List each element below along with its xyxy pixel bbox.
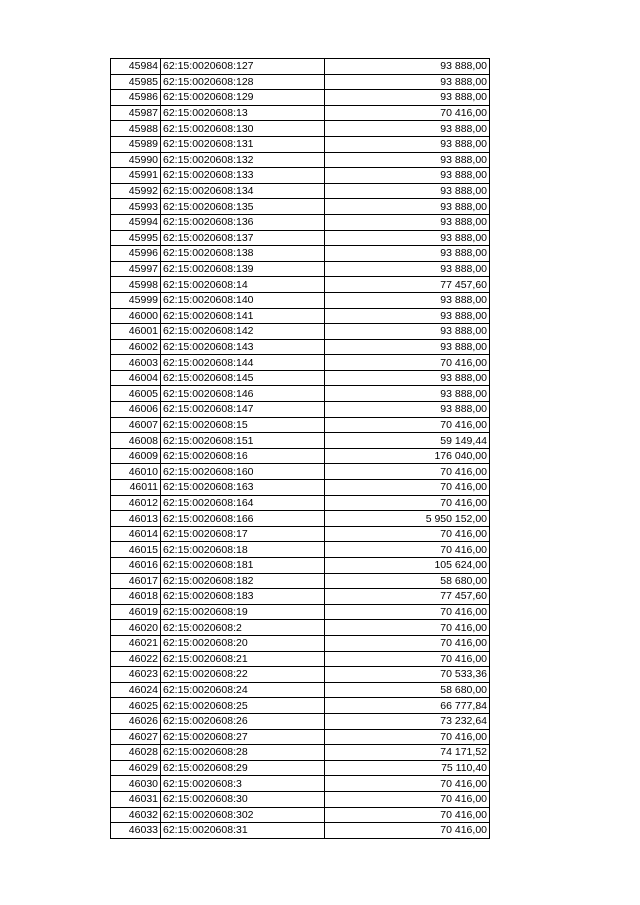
cadastral-number-cell: 62:15:0020608:2 [161,620,325,636]
table-row [111,776,490,792]
cadastral-value-cell: 93 888,00 [325,261,490,277]
cadastral-number-cell: 62:15:0020608:163 [161,480,325,496]
cadastral-number-cell: 62:15:0020608:15 [161,417,325,433]
cadastral-number-cell: 62:15:0020608:129 [161,90,325,106]
cadastral-value-cell: 70 416,00 [325,620,490,636]
cadastral-value-cell: 70 416,00 [325,464,490,480]
cadastral-value-cell: 70 533,36 [325,667,490,683]
row-number-cell: 46013 [111,511,161,527]
row-number-cell: 46002 [111,339,161,355]
cadastral-value-cell: 73 232,64 [325,713,490,729]
cadastral-value-cell: 70 416,00 [325,417,490,433]
row-number-cell: 46007 [111,417,161,433]
cadastral-number-cell: 62:15:0020608:144 [161,355,325,371]
row-number-cell: 46028 [111,745,161,761]
row-number-cell: 46019 [111,604,161,620]
table-row [111,433,490,449]
row-number-cell: 46000 [111,308,161,324]
cadastral-number-cell: 62:15:0020608:164 [161,495,325,511]
row-number-cell: 46003 [111,355,161,371]
cadastral-number-cell: 62:15:0020608:133 [161,168,325,184]
table-row [111,651,490,667]
cadastral-value-cell: 93 888,00 [325,308,490,324]
table-body [111,59,490,839]
cadastral-number-cell: 62:15:0020608:131 [161,136,325,152]
row-number-cell: 46022 [111,651,161,667]
cadastral-number-cell: 62:15:0020608:18 [161,542,325,558]
table-row [111,573,490,589]
cadastral-value-cell: 70 416,00 [325,776,490,792]
cadastral-value-cell: 75 110,40 [325,760,490,776]
row-number-cell: 45987 [111,105,161,121]
cadastral-number-cell: 62:15:0020608:140 [161,292,325,308]
cadastral-number-cell: 62:15:0020608:146 [161,386,325,402]
cadastral-value-cell: 93 888,00 [325,168,490,184]
cadastral-number-cell: 62:15:0020608:138 [161,246,325,262]
cadastral-value-cell: 93 888,00 [325,121,490,137]
row-number-cell: 46018 [111,589,161,605]
row-number-cell: 45986 [111,90,161,106]
table-row [111,823,490,839]
cadastral-value-cell: 93 888,00 [325,152,490,168]
cadastral-value-cell: 77 457,60 [325,277,490,293]
table-row [111,464,490,480]
row-number-cell: 46012 [111,495,161,511]
cadastral-value-cell: 93 888,00 [325,386,490,402]
row-number-cell: 46004 [111,370,161,386]
cadastral-number-cell: 62:15:0020608:136 [161,214,325,230]
cadastral-value-cell: 93 888,00 [325,324,490,340]
cadastral-number-cell: 62:15:0020608:26 [161,713,325,729]
cadastral-value-cell: 93 888,00 [325,183,490,199]
row-number-cell: 46031 [111,791,161,807]
table-row [111,386,490,402]
table-row [111,682,490,698]
table-row [111,402,490,418]
cadastral-value-cell: 93 888,00 [325,246,490,262]
cadastral-value-cell: 70 416,00 [325,651,490,667]
cadastral-value-cell: 70 416,00 [325,604,490,620]
cadastral-value-cell: 58 680,00 [325,682,490,698]
table-row [111,152,490,168]
cadastral-number-cell: 62:15:0020608:30 [161,791,325,807]
cadastral-value-cell: 70 416,00 [325,526,490,542]
table-row [111,791,490,807]
cadastral-value-cell: 70 416,00 [325,807,490,823]
cadastral-value-cell: 93 888,00 [325,214,490,230]
row-number-cell: 46005 [111,386,161,402]
cadastral-number-cell: 62:15:0020608:25 [161,698,325,714]
row-number-cell: 46010 [111,464,161,480]
cadastral-number-cell: 62:15:0020608:3 [161,776,325,792]
cadastral-number-cell: 62:15:0020608:14 [161,277,325,293]
cadastral-value-cell: 93 888,00 [325,402,490,418]
row-number-cell: 46025 [111,698,161,714]
cadastral-value-cell: 70 416,00 [325,729,490,745]
cadastral-number-cell: 62:15:0020608:183 [161,589,325,605]
cadastral-number-cell: 62:15:0020608:139 [161,261,325,277]
table-row [111,261,490,277]
table-row [111,495,490,511]
row-number-cell: 45993 [111,199,161,215]
table-row [111,214,490,230]
table-row [111,199,490,215]
cadastral-value-cell: 93 888,00 [325,292,490,308]
cadastral-number-cell: 62:15:0020608:182 [161,573,325,589]
row-number-cell: 45984 [111,59,161,75]
table-row [111,183,490,199]
table-row [111,277,490,293]
table-row [111,542,490,558]
cadastral-value-cell: 77 457,60 [325,589,490,605]
table-row [111,713,490,729]
cadastral-number-cell: 62:15:0020608:128 [161,74,325,90]
cadastral-number-cell: 62:15:0020608:24 [161,682,325,698]
table-row [111,729,490,745]
cadastral-number-cell: 62:15:0020608:19 [161,604,325,620]
cadastral-value-cell: 93 888,00 [325,90,490,106]
table-row [111,324,490,340]
row-number-cell: 46017 [111,573,161,589]
cadastral-value-cell: 70 416,00 [325,495,490,511]
table-row [111,136,490,152]
cadastral-value-table [110,58,490,839]
cadastral-value-cell: 66 777,84 [325,698,490,714]
row-number-cell: 45999 [111,292,161,308]
cadastral-number-cell: 62:15:0020608:28 [161,745,325,761]
cadastral-value-cell: 5 950 152,00 [325,511,490,527]
row-number-cell: 45996 [111,246,161,262]
cadastral-value-cell: 93 888,00 [325,339,490,355]
cadastral-number-cell: 62:15:0020608:151 [161,433,325,449]
table-row [111,511,490,527]
row-number-cell: 46030 [111,776,161,792]
table-row [111,667,490,683]
cadastral-value-cell: 70 416,00 [325,355,490,371]
row-number-cell: 46020 [111,620,161,636]
cadastral-value-cell: 176 040,00 [325,448,490,464]
cadastral-number-cell: 62:15:0020608:20 [161,635,325,651]
cadastral-value-cell: 93 888,00 [325,370,490,386]
cadastral-value-cell: 93 888,00 [325,136,490,152]
cadastral-value-cell: 105 624,00 [325,558,490,574]
cadastral-value-cell: 70 416,00 [325,542,490,558]
cadastral-number-cell: 62:15:0020608:142 [161,324,325,340]
cadastral-number-cell: 62:15:0020608:137 [161,230,325,246]
table-row [111,604,490,620]
row-number-cell: 46032 [111,807,161,823]
cadastral-number-cell: 62:15:0020608:31 [161,823,325,839]
cadastral-number-cell: 62:15:0020608:302 [161,807,325,823]
table-row [111,807,490,823]
table-row [111,168,490,184]
row-number-cell: 46029 [111,760,161,776]
row-number-cell: 46027 [111,729,161,745]
row-number-cell: 45994 [111,214,161,230]
cadastral-value-cell: 59 149,44 [325,433,490,449]
cadastral-value-cell: 70 416,00 [325,791,490,807]
cadastral-number-cell: 62:15:0020608:27 [161,729,325,745]
row-number-cell: 46016 [111,558,161,574]
cadastral-number-cell: 62:15:0020608:16 [161,448,325,464]
row-number-cell: 45991 [111,168,161,184]
table-row [111,526,490,542]
row-number-cell: 46011 [111,480,161,496]
table-row [111,105,490,121]
row-number-cell: 46001 [111,324,161,340]
table-row [111,370,490,386]
table-row [111,121,490,137]
table-row [111,589,490,605]
cadastral-number-cell: 62:15:0020608:21 [161,651,325,667]
cadastral-number-cell: 62:15:0020608:135 [161,199,325,215]
row-number-cell: 45989 [111,136,161,152]
row-number-cell: 46024 [111,682,161,698]
cadastral-number-cell: 62:15:0020608:147 [161,402,325,418]
cadastral-value-cell: 70 416,00 [325,480,490,496]
cadastral-value-cell: 70 416,00 [325,823,490,839]
table-row [111,308,490,324]
row-number-cell: 45998 [111,277,161,293]
cadastral-number-cell: 62:15:0020608:141 [161,308,325,324]
row-number-cell: 46009 [111,448,161,464]
cadastral-value-cell: 93 888,00 [325,74,490,90]
cadastral-number-cell: 62:15:0020608:132 [161,152,325,168]
table-row [111,448,490,464]
table-row [111,292,490,308]
table-row [111,74,490,90]
table-row [111,745,490,761]
cadastral-value-cell: 70 416,00 [325,105,490,121]
row-number-cell: 46033 [111,823,161,839]
cadastral-value-cell: 70 416,00 [325,635,490,651]
row-number-cell: 46023 [111,667,161,683]
row-number-cell: 45992 [111,183,161,199]
row-number-cell: 45988 [111,121,161,137]
table-row [111,480,490,496]
table-row [111,339,490,355]
row-number-cell: 46021 [111,635,161,651]
cadastral-value-cell: 93 888,00 [325,59,490,75]
cadastral-value-cell: 58 680,00 [325,573,490,589]
row-number-cell: 46008 [111,433,161,449]
table-row [111,620,490,636]
cadastral-number-cell: 62:15:0020608:130 [161,121,325,137]
table-row [111,698,490,714]
cadastral-number-cell: 62:15:0020608:181 [161,558,325,574]
cadastral-value-cell: 93 888,00 [325,199,490,215]
table-row [111,558,490,574]
row-number-cell: 46014 [111,526,161,542]
cadastral-number-cell: 62:15:0020608:134 [161,183,325,199]
cadastral-number-cell: 62:15:0020608:145 [161,370,325,386]
row-number-cell: 45995 [111,230,161,246]
table-row [111,90,490,106]
cadastral-number-cell: 62:15:0020608:22 [161,667,325,683]
cadastral-number-cell: 62:15:0020608:160 [161,464,325,480]
table-row [111,635,490,651]
row-number-cell: 45997 [111,261,161,277]
table-row [111,246,490,262]
table-row [111,59,490,75]
cadastral-number-cell: 62:15:0020608:17 [161,526,325,542]
cadastral-number-cell: 62:15:0020608:166 [161,511,325,527]
row-number-cell: 46015 [111,542,161,558]
row-number-cell: 45985 [111,74,161,90]
cadastral-value-cell: 93 888,00 [325,230,490,246]
cadastral-number-cell: 62:15:0020608:143 [161,339,325,355]
table-row [111,230,490,246]
cadastral-value-cell: 74 171,52 [325,745,490,761]
table-row [111,417,490,433]
table-row [111,760,490,776]
row-number-cell: 46026 [111,713,161,729]
cadastral-number-cell: 62:15:0020608:29 [161,760,325,776]
row-number-cell: 45990 [111,152,161,168]
table-row [111,355,490,371]
cadastral-number-cell: 62:15:0020608:127 [161,59,325,75]
cadastral-number-cell: 62:15:0020608:13 [161,105,325,121]
row-number-cell: 46006 [111,402,161,418]
